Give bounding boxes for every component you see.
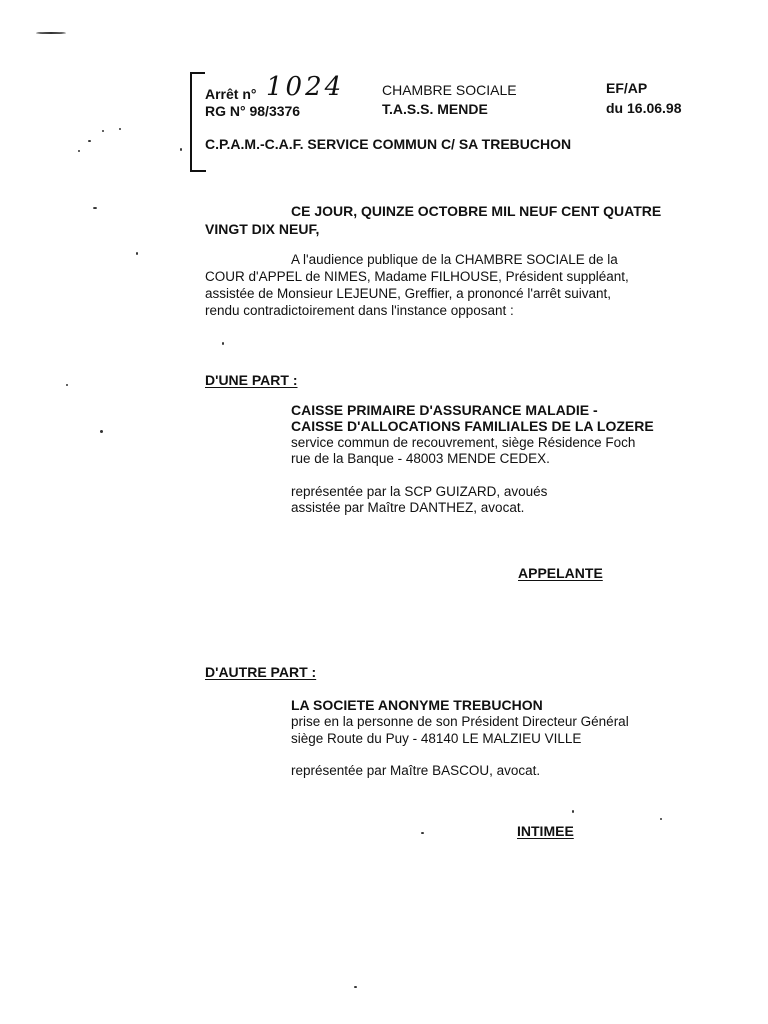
scan-speck [100,430,103,433]
hearing-paragraph-line-1: A l'audience publique de la CHAMBRE SOCIALE de la [291,252,618,267]
first-party-name-line-2: CAISSE D'ALLOCATIONS FAMILIALES DE LA LOZERE [291,418,654,434]
clerk-initials: EF/AP [606,80,648,96]
header-bracket-bottom [190,170,206,172]
arret-label: Arrêt n° [205,86,257,102]
scan-speck [136,252,138,255]
first-party-representation-1: représentée par la SCP GUIZARD, avoués [291,484,548,499]
scan-speck [93,207,97,209]
scan-speck [421,832,424,834]
scan-speck [572,810,574,813]
appellant-label: APPELANTE [518,565,603,581]
tribunal-name: T.A.S.S. MENDE [382,101,488,117]
rg-number: RG N° 98/3376 [205,103,301,119]
chamber-name: CHAMBRE SOCIALE [382,82,517,98]
scan-speck [78,150,80,152]
scan-speck [102,130,104,132]
hearing-paragraph-line-3: assistée de Monsieur LEJEUNE, Greffier, a prononcé l'arrêt suivant, [205,286,612,301]
scan-speck [180,148,182,151]
scan-speck [222,342,224,345]
first-party-address-line-2: rue de la Banque - 48003 MENDE CEDEX. [291,451,550,466]
first-party-representation-2: assistée par Maître DANTHEZ, avocat. [291,500,525,515]
second-party-line-3: siège Route du Puy - 48140 LE MALZIEU VILLE [291,731,582,746]
date-line-2: VINGT DIX NEUF, [205,221,320,237]
scan-mark [36,32,66,34]
case-parties: C.P.A.M.-C.A.F. SERVICE COMMUN C/ SA TREBUCHON [205,136,572,152]
arret-number-handwritten: 1024 [266,72,345,102]
first-party-address-line-1: service commun de recouvrement, siège Résidence Foch [291,435,636,450]
scan-speck [119,128,121,130]
hearing-paragraph-line-2: COUR d'APPEL de NIMES, Madame FILHOUSE, Président suppléant, [205,269,629,284]
first-party-heading: D'UNE PART : [205,372,298,388]
scan-speck [660,818,662,820]
header-bracket-top [191,72,205,74]
header-bracket-side [190,72,192,172]
scan-speck [66,384,68,386]
second-party-heading: D'AUTRE PART : [205,664,317,680]
date-line-1: CE JOUR, QUINZE OCTOBRE MIL NEUF CENT QUATRE [291,203,662,219]
respondent-label: INTIMEE [517,823,574,839]
judgment-date: du 16.06.98 [606,100,682,116]
scan-speck [354,986,357,988]
second-party-representation: représentée par Maître BASCOU, avocat. [291,763,541,778]
second-party-name: LA SOCIETE ANONYME TREBUCHON [291,697,543,713]
scan-speck [88,140,91,142]
second-party-line-2: prise en la personne de son Président Directeur Général [291,714,629,729]
first-party-name-line-1: CAISSE PRIMAIRE D'ASSURANCE MALADIE - [291,402,598,418]
hearing-paragraph-line-4: rendu contradictoirement dans l'instance opposant : [205,303,514,318]
